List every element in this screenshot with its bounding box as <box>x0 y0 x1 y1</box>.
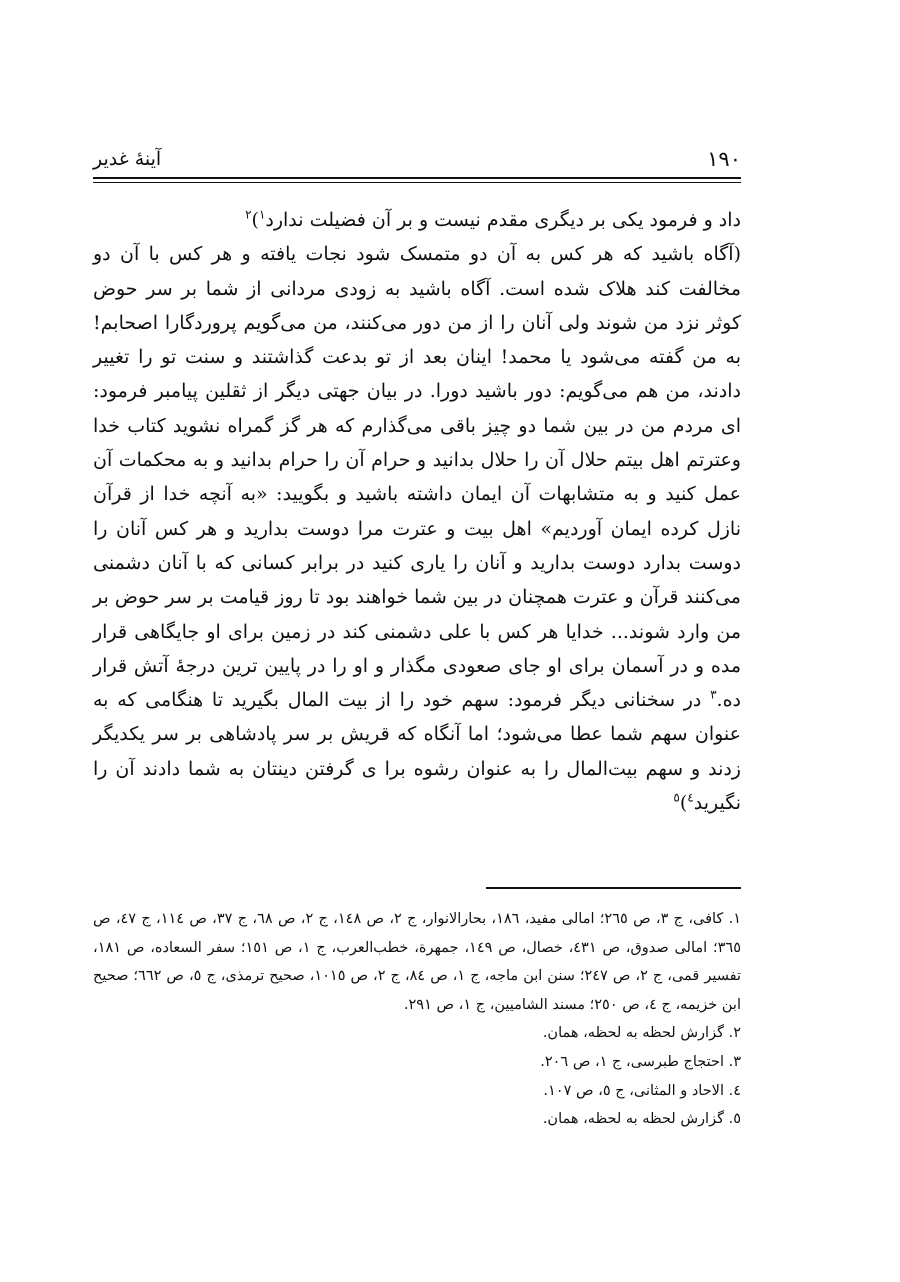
closing-paren: ) <box>679 792 688 815</box>
body-text <box>93 203 741 820</box>
footnote-text: کافی، ج ۳، ص ۲٦٥؛ امالی مفید، ۱۸٦، بحارالانوار، ج ۲، ص ۱٤۸، ج ۲، ص ٦۸، ج ۳۷، ص ۱۱٤، ج ٤۷، ص ۳٦٥؛ امالی صدوق، ص ٤۳۱، خصال، ص ۱٤۹، جمهرة، خطب‌العرب، ج ۱، ص ۱٥۱؛ سفر السعاده، ص ۱۸۱، تفسیر قمی، ج ۲، ص ۲٤۷؛ سنن ابن ماجه، ج ۱، ص ۸٤، ج ۲، ص ۱۰۱٥، صحیح ترمذی، ج ٥، ص ٦٦۲؛ صحیح ابن خزیمه، ج ٤، ص ۲٥۰؛ مسند الشامیین، ج ۱، ص ۲۹۱. <box>93 911 742 1013</box>
footnote-ref-4: ٤ <box>687 790 694 805</box>
header-rule-thick <box>93 177 741 179</box>
page-number: ۱۹۰ <box>707 147 741 171</box>
closing-paren: ) <box>251 209 259 231</box>
running-title: آینهٔ غدیر <box>93 148 162 170</box>
footnote-ref-1: ۱ <box>258 207 266 222</box>
footnote-ref-2: ۲ <box>245 207 252 222</box>
paragraph-1 <box>93 203 741 237</box>
footnote-5 <box>93 1105 741 1134</box>
paragraph-2-continuation: در سخنانی دیگر فرمود: سهم خود را از بیت المال بگیرید تا هنگامی که به عنوان سهم شما عطا می‌شود؛ اما آنگاه که قریش بر سر پادشاهی بر سر یکدیگر زدند و سهم بیت‌المال را به عنوان رشوه برا ی گرفتن دینتان به شما دادند آن را نگیرید <box>93 689 741 815</box>
footnote-number: ٤. <box>728 1082 741 1099</box>
footnote-number: ٥. <box>728 1111 741 1128</box>
footnote-text: احتجاج طبرسی، ج ۱، ص ۲۰٦. <box>540 1053 724 1070</box>
footnote-number: ۲. <box>728 1025 741 1042</box>
footnote-4 <box>93 1077 741 1106</box>
footnote-ref-3: ۳ <box>710 687 717 702</box>
footnote-separator <box>486 887 741 889</box>
footnote-3 <box>93 1048 741 1077</box>
footnote-2 <box>93 1019 741 1048</box>
header-rule-thin <box>93 182 741 183</box>
footnote-text: گزارش لحظه به لحظه، همان. <box>542 1025 724 1042</box>
footnote-ref-5: ٥ <box>673 790 680 805</box>
footnotes <box>93 905 741 1134</box>
paragraph-2 <box>93 237 741 820</box>
footnote-1 <box>93 905 741 1019</box>
paragraph-2-text: (آگاه باشید که هر کس به آن دو متمسک شود نجات یافته و هر کس با آن دو مخالفت کند هلاک شده است. آگاه باشید به زودی مردانی از شما بر سر حوض کوثر نزد من شوند ولی آنان را از من دور می‌کنند، من می‌گویم پروردگارا اصحابم! به من گفته می‌شود یا محمد! اینان بعد از تو بدعت گذاشتند و سنت تو را تغییر دادند، من هم می‌گویم: دور باشید دورا. در بیان جهتی دیگر از ثقلین پیامبر فرمود: ای مردم من در بین شما دو چیز باقی می‌گذارم که هر گز گمراه نشوید کتاب خدا وعترتم اهل بیتم حلال آن را حلال بدانید و حرام آن را حرام بدانید و به محکمات آن عمل کنید و به متشابهات آن ایمان داشته باشید و بگویید: «به آنچه خدا از قرآن نازل کرده ایمان آوردیم» اهل بیت و عترت مرا دوست بدارید و هر کس آنان را دوست بدارد دوست بدارید و آنان را یاری کنید در برابر کسانی که با آنان دشمنی می‌کنند قرآن و عترت همچنان در بین شما خواهند بود تا روز قیامت بر سر حوض بر من وارد شوند... خدایا هر کس با علی دشمنی کند در زمین برای او جایگاهی قرار مده و در آسمان برای او جای صعودی مگذار و او را در پایین ترین درجهٔ آتش قرار ده. <box>93 243 741 712</box>
footnote-text: الاحاد و المثانی، ج ٥، ص ۱۰۷. <box>543 1082 724 1099</box>
footnote-number: ۱. <box>728 911 742 927</box>
footnote-number: ۳. <box>728 1053 741 1070</box>
footnote-text: گزارش لحظه به لحظه، همان. <box>542 1111 724 1128</box>
page-header <box>93 144 741 174</box>
paragraph-1-text: داد و فرمود یکی بر دیگری مقدم نیست و بر آن فضیلت ندارد <box>265 209 741 231</box>
